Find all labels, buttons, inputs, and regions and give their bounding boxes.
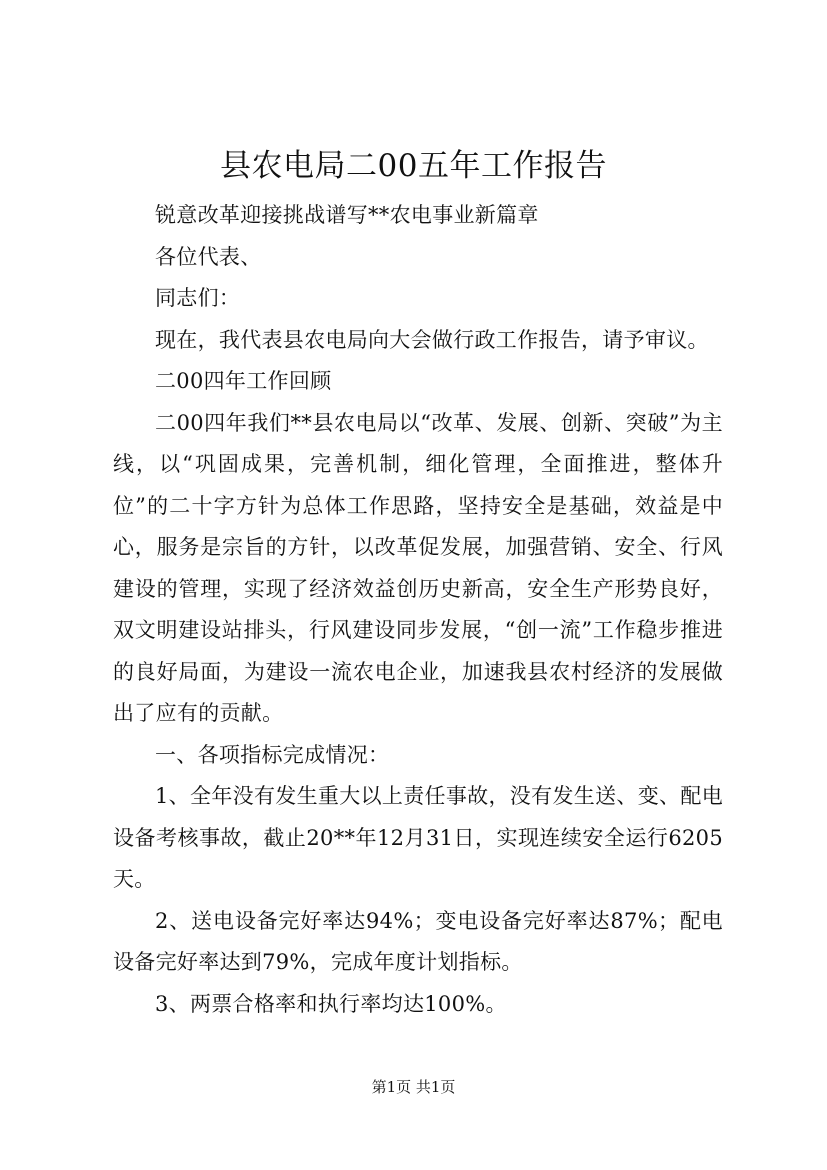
review-paragraph: 二00四年我们**县农电局以“改革、发展、创新、突破”为主线，以“巩固成果，完善机制，细化管理，全面推进，整体升位”的二十字方针为总体工作思路，坚持安全是基础，效益是中心，服务是宗旨的方针，以改革促发展，加强营销、安全、行风建设的管理，实现了经济效益创历史新高，安全生产形势良好，双文明建设站排头，行风建设同步发展，“创一流”工作稳步推进的良好局面，为建设一流农电企业，加速我县农村经济的发展做出了应有的贡献。 [113, 410, 723, 725]
section-heading: 二00四年工作回顾 [155, 369, 332, 393]
subtitle-paragraph: 锐意改革迎接挑战谱写**农电事业新篇章 [155, 203, 539, 227]
section-heading: 一、各项指标完成情况： [155, 742, 390, 767]
list-item: 3、两票合格率和执行率均达100%。 [155, 991, 507, 1016]
list-item: 1、全年没有发生重大以上责任事故，没有发生送、变、配电设备考核事故，截止20**年12月31日，实现连续安全运行6205天。 [113, 784, 723, 891]
salutation-paragraph: 同志们： [155, 286, 241, 310]
intro-paragraph: 现在，我代表县农电局向大会做行政工作报告，请予审议。 [155, 327, 709, 352]
document-body [113, 195, 723, 1025]
salutation-paragraph: 各位代表、 [155, 244, 262, 269]
list-item: 2、送电设备完好率达94%；变电设备完好率达87%；配电设备完好率达到79%，完成年度计划指标。 [113, 908, 723, 974]
page-footer: 第1页 共1页 [371, 1078, 456, 1096]
document-title: 县农电局二00五年工作报告 [220, 148, 607, 184]
